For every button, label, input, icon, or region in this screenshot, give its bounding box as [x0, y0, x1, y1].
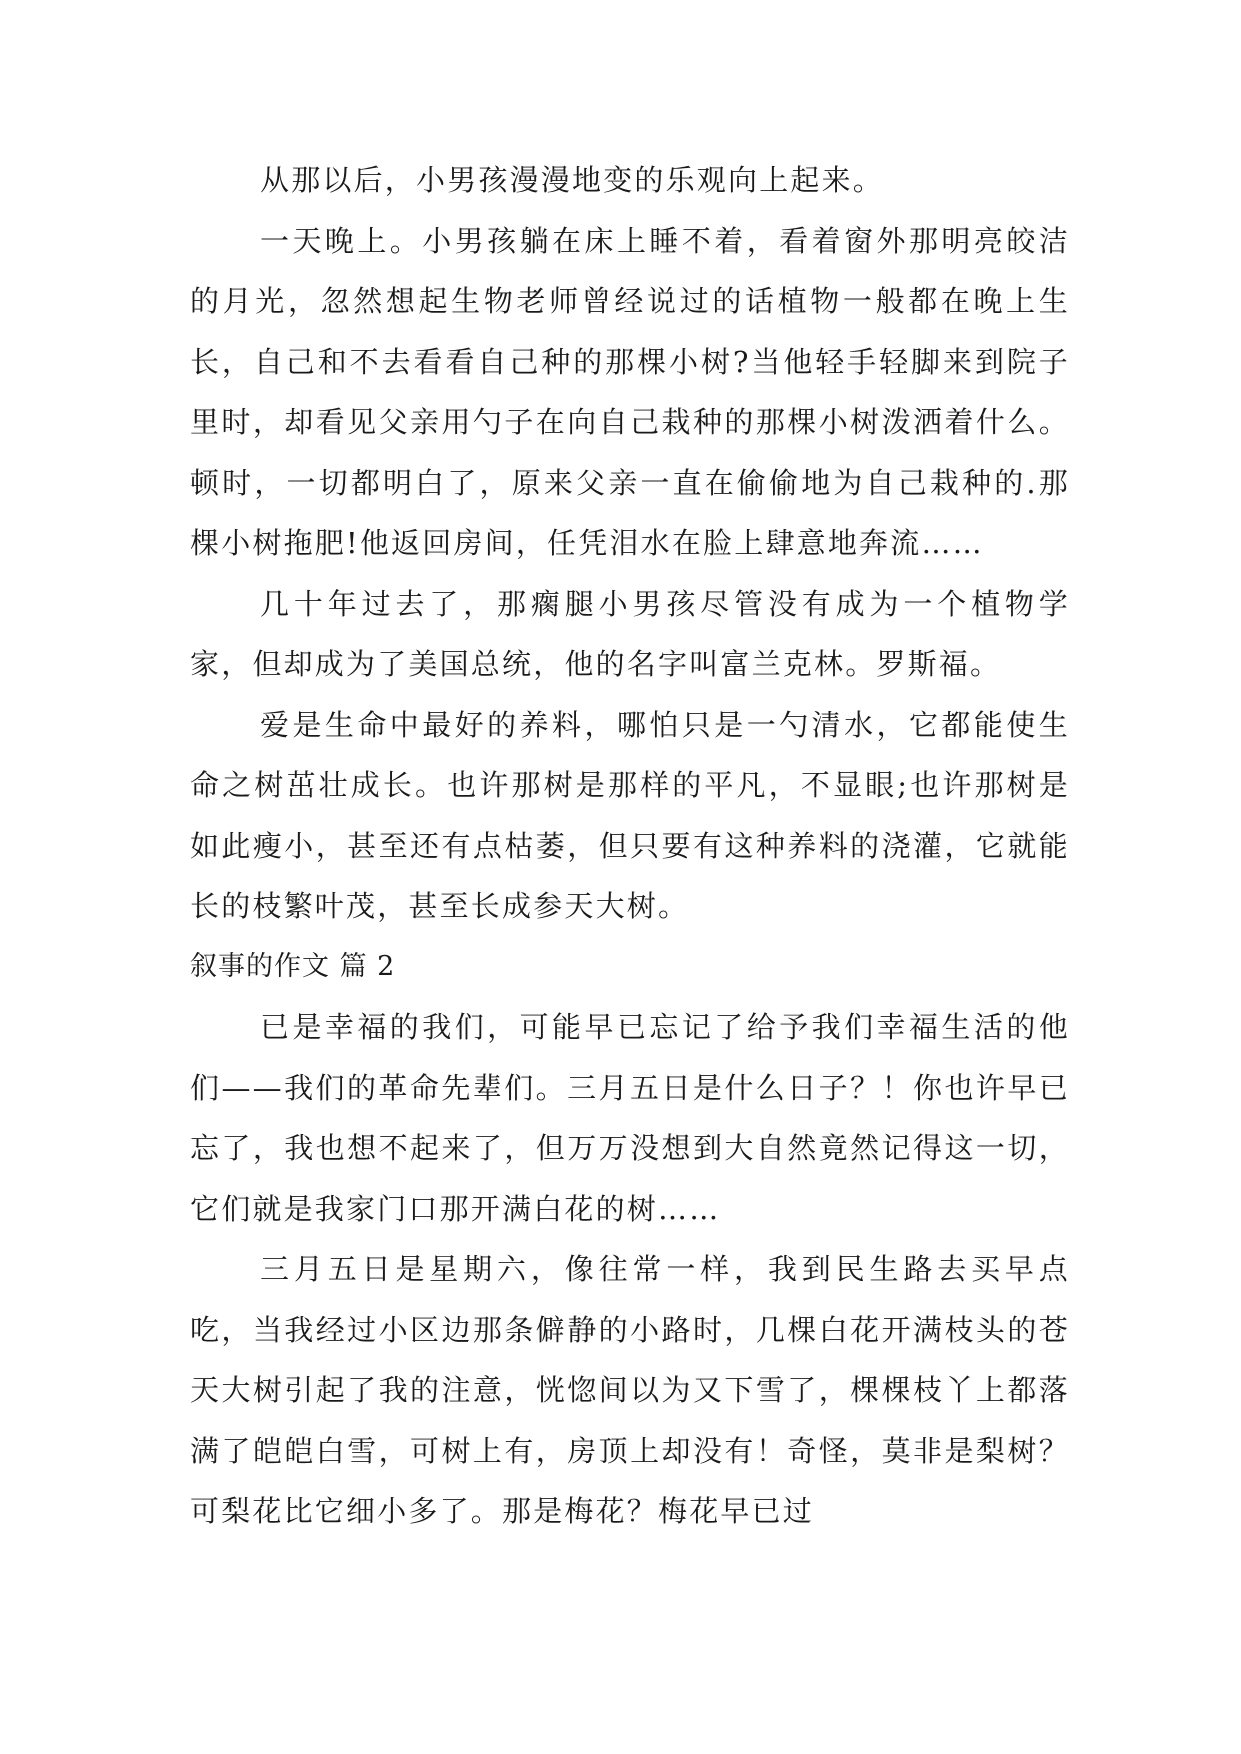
paragraph-3: 几十年过去了，那瘸腿小男孩尽管没有成为一个植物学家，但却成为了美国总统，他的名字叫富兰克林。罗斯福。 — [190, 586, 1070, 681]
section-heading: 叙事的作文 篇 2 — [190, 950, 396, 982]
paragraph-4: 爱是生命中最好的养料，哪怕只是一勺清水，它都能使生命之树茁壮成长。也许那树是那样的平凡，不显眼;也许那树是如此瘦小，甚至还有点枯萎，但只要有这种养料的浇灌，它就能长的枝繁叶茂，甚至长成参天大树。 — [190, 707, 1070, 923]
document-body — [190, 150, 1070, 1542]
paragraph-6: 三月五日是星期六，像往常一样，我到民生路去买早点吃，当我经过小区边那条僻静的小路时，几棵白花开满枝头的苍天大树引起了我的注意，恍惚间以为又下雪了，棵棵枝丫上都落满了皑皑白雪，可树上有，房顶上却没有！奇怪，莫非是梨树？可梨花比它细小多了。那是梅花？梅花早已过 — [190, 1252, 1070, 1528]
paragraph-2: 一天晚上。小男孩躺在床上睡不着，看着窗外那明亮皎洁的月光，忽然想起生物老师曾经说过的话植物一般都在晚上生长，自己和不去看看自己种的那棵小树?当他轻手轻脚来到院子里时，却看见父亲用勺子在向自己栽种的那棵小树泼洒着什么。顿时，一切都明白了，原来父亲一直在偷偷地为自己栽种的.那棵小树拖肥!他返回房间，任凭泪水在脸上肆意地奔流…… — [190, 223, 1070, 560]
paragraph-5: 已是幸福的我们，可能早已忘记了给予我们幸福生活的他们——我们的革命先辈们。三月五日是什么日子？！你也许早已忘了，我也想不起来了，但万万没想到大自然竟然记得这一切，它们就是我家门口那开满白花的树…… — [190, 1010, 1070, 1226]
paragraph-1: 从那以后，小男孩漫漫地变的乐观向上起来。 — [260, 163, 885, 197]
